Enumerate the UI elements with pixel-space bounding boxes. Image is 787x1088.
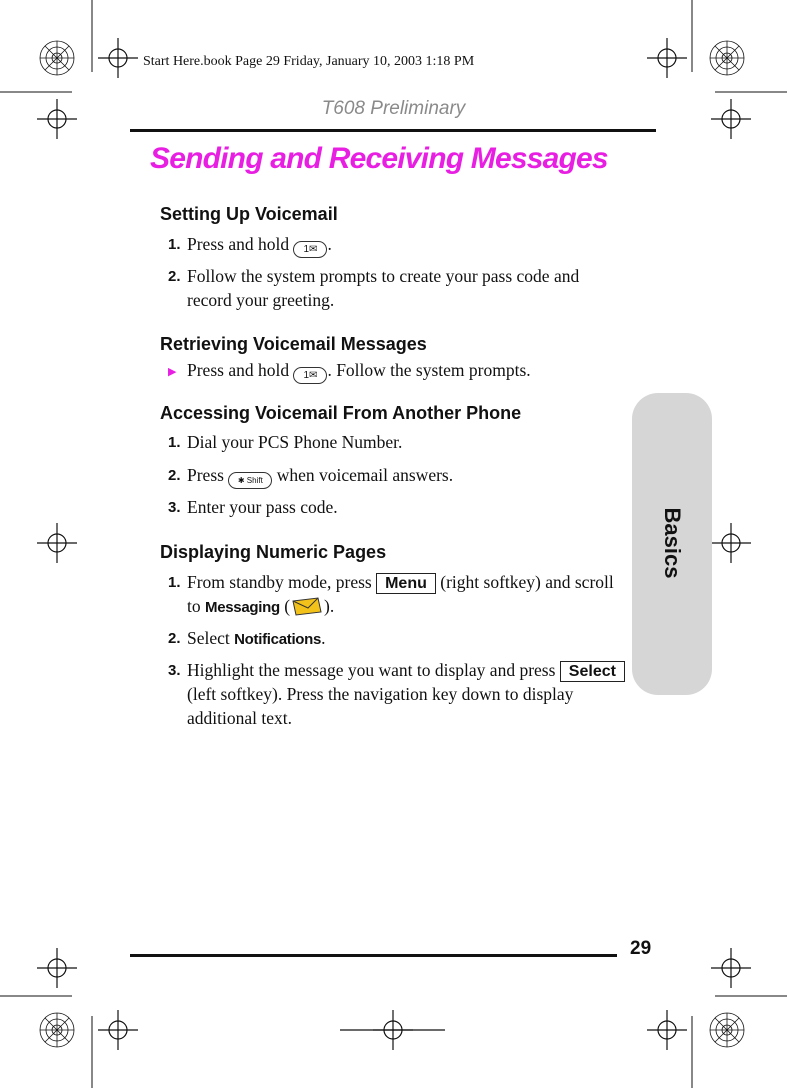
step-text: Select Notifications. (187, 628, 326, 648)
page-number: 29 (630, 938, 652, 959)
side-tab-label: Basics (660, 507, 685, 579)
key-1-voicemail-icon: 1✉ (293, 367, 327, 384)
key-star-shift-icon: ✱ Shift (228, 472, 272, 489)
step-text: Follow the system prompts to create your pass code and record your greeting. (187, 266, 580, 310)
step-number: 1. (168, 236, 181, 253)
step-number: 3. (168, 499, 181, 516)
bullet-arrow-icon: ▶ (168, 366, 177, 378)
step-text: Highlight the message you want to display and press Select (left softkey). Press the navigation key down to display additional text. (187, 658, 627, 730)
step-text: Press and hold 1✉ . (187, 232, 627, 258)
step-number: 2. (168, 268, 181, 285)
bottom-rule (130, 954, 617, 957)
bullet-text: Press and hold 1✉ . Follow the system prompts. (187, 358, 627, 384)
step-text: From standby mode, press Menu (right softkey) and scroll to Messaging ( ). (187, 572, 614, 616)
heading-displaying-numeric-pages: Displaying Numeric Pages (160, 542, 387, 562)
preliminary-header: T608 Preliminary (321, 98, 466, 119)
top-rule (130, 129, 656, 132)
menu-softkey: Menu (376, 573, 436, 594)
step-text: Enter your pass code. (187, 497, 338, 517)
step-number: 1. (168, 574, 181, 591)
step-number: 1. (168, 434, 181, 451)
step-number: 2. (168, 630, 181, 647)
step-number: 3. (168, 662, 181, 679)
select-softkey: Select (560, 661, 625, 682)
key-1-voicemail-icon: 1✉ (293, 241, 327, 258)
heading-accessing-voicemail: Accessing Voicemail From Another Phone (160, 403, 522, 423)
envelope-icon (290, 596, 324, 616)
step-number: 2. (168, 467, 181, 484)
heading-retrieving-voicemail: Retrieving Voicemail Messages (160, 334, 427, 354)
heading-setting-up-voicemail: Setting Up Voicemail (160, 204, 338, 224)
step-text: Press ✱ Shift when voicemail answers. (187, 463, 627, 489)
book-info-line: Start Here.book Page 29 Friday, January 10, 2003 1:18 PM (143, 54, 475, 69)
step-text: Dial your PCS Phone Number. (187, 432, 403, 452)
page-title: Sending and Receiving Messages (150, 142, 608, 175)
